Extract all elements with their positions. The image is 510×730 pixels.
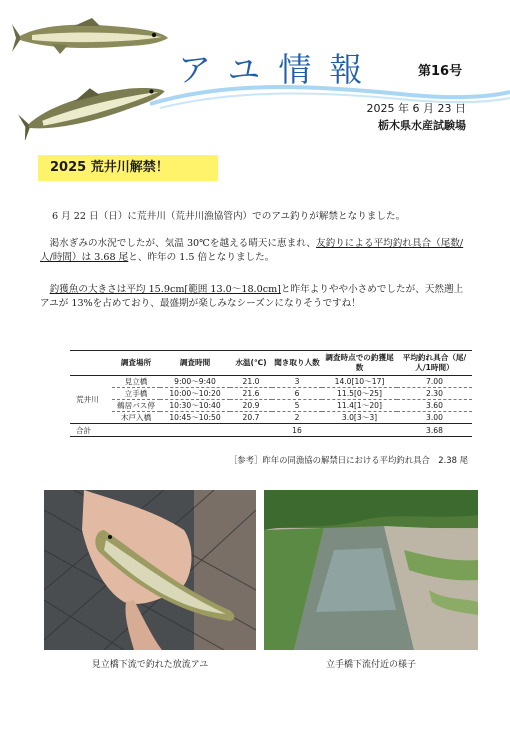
ayu-fish-illustration-top (12, 14, 172, 60)
total-label: 合計 (70, 424, 112, 437)
table-cell: 木戸入橋 (112, 412, 160, 424)
caption-right-photo: 立手橋下流付近の様子 (325, 660, 416, 670)
paragraph-opening: 6 月 22 日（日）に荒井川（荒井川漁協管内）でのアユ釣りが解禁となりました。 (52, 211, 406, 222)
table-cell: 20.9 (230, 400, 272, 412)
total-people: 16 (272, 424, 322, 437)
comparison-text: と、昨年の 1.5 倍となりました。 (128, 252, 275, 263)
table-cell: 6 (272, 388, 322, 400)
table-cell: 10:45～10:50 (160, 412, 230, 424)
table-cell: 10:30～10:40 (160, 400, 230, 412)
table-cell: 9:00～9:40 (160, 376, 230, 388)
table-header-row (70, 351, 472, 376)
photo-river-view-image (264, 490, 478, 650)
table-cell: 立手橋 (112, 388, 160, 400)
table-cell: 見立橋 (112, 376, 160, 388)
photo-caught-ayu-image (44, 490, 256, 650)
table-cell: 5 (272, 400, 322, 412)
table-cell: 10:00～10:20 (160, 388, 230, 400)
table-cell: 2.30 (397, 388, 472, 400)
table-cell: 3.60 (397, 400, 472, 412)
column-header: 聞き取り人数 (272, 351, 322, 376)
table-cell: 3.00 (397, 412, 472, 424)
table-row (70, 412, 472, 424)
reference-note: ［参考］昨年の同漁協の解禁日における平均釣れ具合 2.38 尾 (228, 455, 468, 465)
average-catch-highlight: 友釣りによる平均釣れ具合（尾数/人/時間）は 3.68 尾 (40, 238, 464, 263)
table-row (70, 376, 472, 388)
organization-name: 栃木県水産試験場 (378, 119, 466, 132)
publish-date: 2025 年 6 月 23 日 (366, 102, 466, 115)
column-header: 調査場所 (112, 351, 160, 376)
page-title: アユ情報 (178, 50, 381, 89)
table-row (70, 400, 472, 412)
size-highlight: 釣獲魚の大きさは平均 15.9cm[範囲 13.0～18.0cm] (49, 284, 281, 295)
table-total-row (70, 424, 472, 437)
column-header: 調査時間 (160, 351, 230, 376)
conditions-text: 渇水ぎみの水況でしたが、気温 30℃を越える晴天に恵まれ、 (49, 238, 317, 249)
table-cell: 21.6 (230, 388, 272, 400)
total-average: 3.68 (397, 424, 472, 437)
table-cell: 7.00 (397, 376, 472, 388)
column-header: 平均釣れ具合（尾/人/1時間） (397, 351, 472, 376)
caption-left-photo: 見立橋下流で釣れた放流アユ (91, 660, 209, 670)
table-cell: 11.4[1～20] (322, 400, 397, 412)
table-cell: 2 (272, 412, 322, 424)
survey-results-table (70, 350, 472, 437)
table-cell: 11.5[0～25] (322, 388, 397, 400)
table-cell: 3.0[3～3] (322, 412, 397, 424)
table-cell: 鵜居バス停 (112, 400, 160, 412)
size-text: と昨年よりやや小さめでしたが、天然遡上アユが 13%を占めており、最盛期が楽しみなシーズンになりそうですね！ (40, 284, 464, 309)
river-name: 荒井川 (70, 376, 112, 424)
table-cell: 14.0[10～17] (322, 376, 397, 388)
photo-river-view (264, 490, 478, 650)
column-header: 調査時点での釣獲尾数 (322, 351, 397, 376)
paragraph-conditions (40, 237, 470, 265)
photo-caught-ayu (44, 490, 256, 650)
table-cell: 21.0 (230, 376, 272, 388)
column-header: 水温(℃) (230, 351, 272, 376)
ayu-fish-illustration-bottom (18, 70, 168, 140)
issue-number: 第16号 (418, 64, 463, 79)
table-cell: 20.7 (230, 412, 272, 424)
table-cell: 3 (272, 376, 322, 388)
headline-banner: 2025 荒井川解禁！ (38, 155, 218, 181)
table-row (70, 388, 472, 400)
paragraph-size (40, 283, 470, 311)
